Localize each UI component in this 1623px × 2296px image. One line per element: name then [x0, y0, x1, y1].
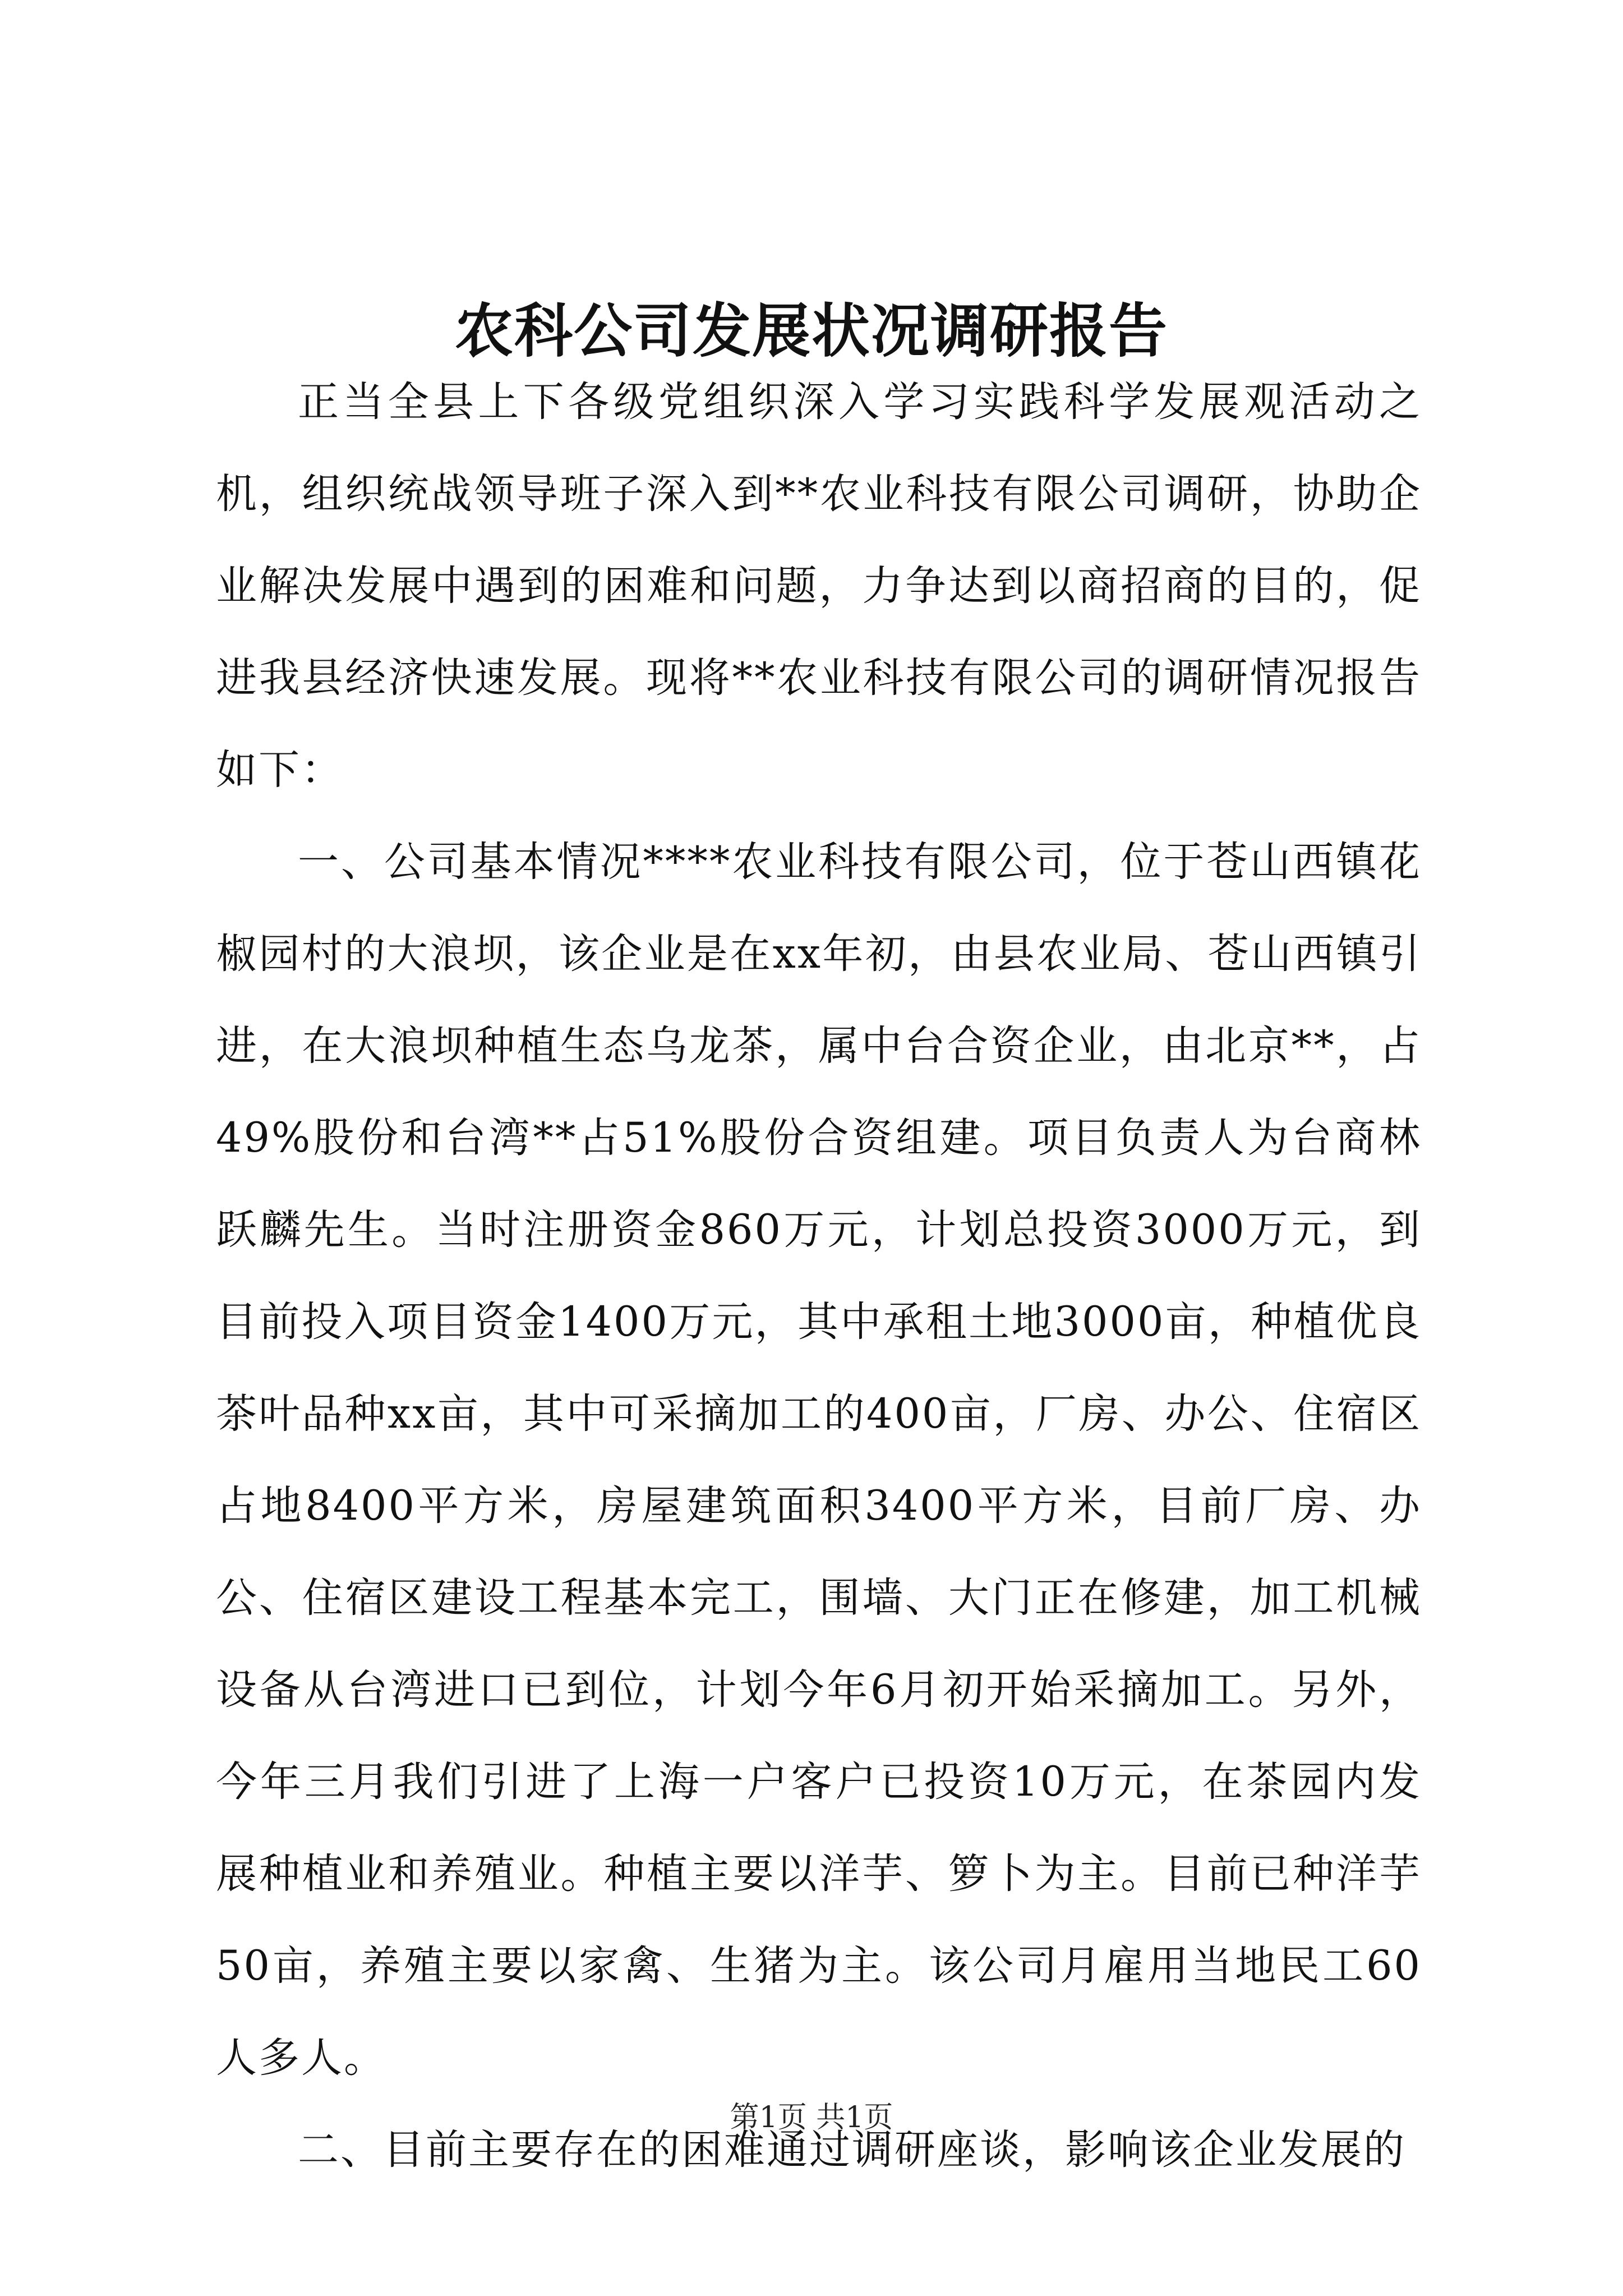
page-footer: 第1页 共1页 — [730, 2101, 893, 2134]
document-title: 农科公司发展状况调研报告 — [454, 296, 1168, 365]
document-body — [216, 356, 1422, 2196]
section-one-paragraph: 一、公司基本情况****农业科技有限公司，位于苍山西镇花椒园村的大浪坝，该企业是在xx年初，由县农业局、苍山西镇引进，在大浪坝种植生态乌龙茶，属中台合资企业，由北京**，占49%股份和台湾**占51%股份合资组建。项目负责人为台商林跃麟先生。当时注册资金860万元，计划总投资3000万元，到目前投入项目资金1400万元，其中承租土地3000亩，种植优良茶叶品种xx亩，其中可采摘加工的400亩，厂房、办公、住宿区占地8400平方米，房屋建筑面积3400平方米，目前厂房、办公、住宿区建设工程基本完工，围墙、大门正在修建，加工机械设备从台湾进口已到位，计划今年6月初开始采摘加工。另外，今年三月我们引进了上海一户客户已投资10万元，在茶园内发展种植业和养殖业。种植主要以洋芋、箩卜为主。目前已种洋芋50亩，养殖主要以家禽、生猪为主。该公司月雇用当地民工60人多人。 — [216, 838, 1422, 2082]
section-two-paragraph: 二、目前主要存在的困难通过调研座谈，影响该企业发展的 — [298, 2126, 1406, 2174]
intro-paragraph: 正当全县上下各级党组织深入学习实践科学发展观活动之机，组织统战领导班子深入到**农业科技有限公司调研，协助企业解决发展中遇到的困难和问题，力争达到以商招商的目的，促进我县经济快速发展。现将**农业科技有限公司的调研情况报告如下： — [216, 378, 1422, 794]
